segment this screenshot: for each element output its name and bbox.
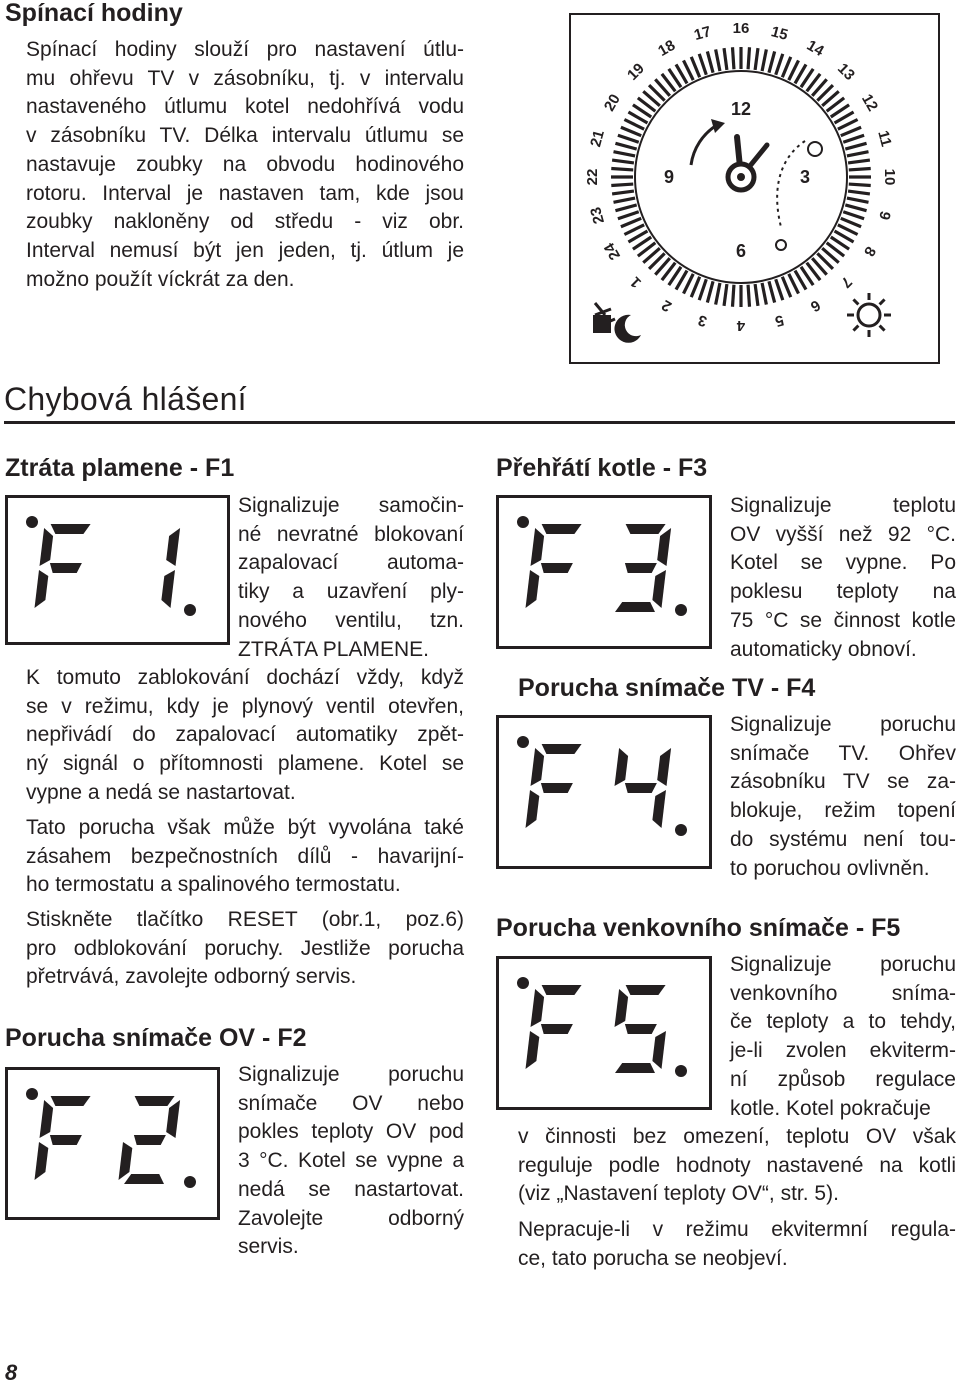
lcd-segment	[161, 570, 175, 608]
lcd-segment	[35, 570, 49, 608]
timer-text: Spínací hodiny slouží pro nastavení útlu- mu ohřevu TV v zásobníku, tj. v intervalu nastaveného útlumu kotel nedohřívá vodu v zásobníku TV. Délka intervalu útlumu se nastavuje zoubky na obvodu hodinového rotoru. Interval je nastaven tam, kde jsou zoubky nakloněny od středu - viz obr. Interval nemusí být jen jeden, tj. útlum je možno použít víckrát za den.	[26, 38, 464, 291]
f4-title: Porucha snímače TV - F4	[518, 674, 816, 702]
dial-tooth[interactable]	[716, 283, 720, 305]
dial-face-label: 6	[735, 241, 747, 261]
dial-tooth[interactable]	[776, 54, 783, 75]
page-number: 8	[5, 1360, 18, 1385]
dial-tooth[interactable]	[769, 281, 775, 302]
lcd-code-5	[517, 977, 687, 1077]
dial-hour-label: 9	[875, 209, 894, 222]
dial-tooth[interactable]	[732, 47, 733, 69]
dial-center-pin	[737, 173, 745, 181]
dial-tooth[interactable]	[621, 127, 641, 135]
dial-tooth[interactable]	[776, 279, 783, 300]
timer-dial[interactable]	[571, 15, 938, 362]
f1-para-1: K tomuto zablokování dochází vždy, když se v režimu, kdy je plynový ventil otevřen, nepřivádí do zapalovací automatiky zpět- ný signál o přítomnosti plamene. Kotel se vypne a nedá se nastartovat.	[26, 666, 464, 804]
lcd-segment	[134, 1135, 166, 1145]
lcd-segment	[541, 1024, 573, 1034]
dial-tooth[interactable]	[691, 57, 699, 77]
dial-tooth[interactable]	[724, 284, 727, 306]
lcd-segment	[166, 1100, 180, 1138]
dial-hour-label: 10	[881, 168, 898, 186]
lcd-indicator-dot	[26, 1088, 38, 1100]
dial-tooth[interactable]	[615, 205, 636, 211]
dial-tooth[interactable]	[707, 281, 713, 302]
f3-display	[496, 495, 712, 649]
lcd-segment	[542, 744, 582, 754]
lcd-segment	[526, 570, 540, 608]
dial-tooth[interactable]	[848, 191, 870, 194]
dial-hour-label: 3	[696, 311, 709, 330]
f5-side-text: Signalizuje poruchu venkovního sníma- če teploty a to tehdy, je-li zvolen ekviterm- ní způsob regulace kotle. Kotel pokračuje	[730, 953, 956, 1120]
dial-hour-label: 5	[773, 311, 786, 330]
dial-hour-label: 20	[600, 91, 624, 115]
dial-tooth[interactable]	[848, 160, 870, 163]
f1-display	[5, 495, 230, 645]
lcd-segment	[51, 524, 91, 534]
lcd-segment	[541, 563, 573, 573]
dial-face-label: 12	[730, 99, 752, 119]
dial-tooth[interactable]	[748, 47, 749, 69]
lcd-segment	[166, 528, 180, 566]
dial-tooth[interactable]	[849, 168, 871, 169]
dial-tooth[interactable]	[762, 283, 766, 305]
dial-tooth[interactable]	[612, 160, 634, 163]
lcd-indicator-dot	[26, 516, 38, 528]
lcd-indicator-dot	[517, 977, 529, 989]
dial-hour-label: 4	[736, 317, 746, 334]
dial-tooth[interactable]	[613, 198, 635, 202]
f1-side-text: Signalizuje samočin- né nevratné blokovaní zapalovací automa- tiky a uzavření ply- nového ventilu, tzn. ZTRÁTA PLAMENE.	[238, 494, 464, 661]
dial-tooth[interactable]	[748, 285, 749, 307]
dial-tooth[interactable]	[843, 135, 864, 142]
dial-hour-label: 19	[624, 60, 648, 84]
f3-side-text: Signalizuje teplotu OV vyšší než 92 °C. Kotel se vypne. Po poklesu teploty na 75 °C se činnost kotle automaticky obnoví.	[730, 494, 956, 661]
dial-hour-label: 24	[600, 239, 624, 263]
dial-tooth[interactable]	[847, 152, 869, 156]
f5-continued-text: v činnosti bez omezení, teplotu OV však reguluje podle hodnoty nastavené na kotli (viz „Nastavení teploty OV“, str. 5).	[518, 1125, 956, 1206]
lcd-segment	[615, 602, 655, 612]
dial-hour-label: 8	[860, 243, 880, 260]
dial-face-label: 9	[663, 167, 675, 187]
dial-hour-label: 23	[587, 205, 608, 226]
sun-icon	[847, 293, 891, 337]
lcd-segment	[657, 528, 671, 566]
lcd-segment	[626, 985, 666, 995]
dial-rotation-arrow	[691, 125, 717, 165]
dial-moon-switch-icon[interactable]	[808, 142, 822, 156]
dial-tooth[interactable]	[611, 168, 633, 169]
lcd-segment	[652, 790, 666, 828]
dial-tooth[interactable]	[849, 184, 871, 185]
lcd-code-1	[26, 516, 196, 616]
lcd-segment	[652, 1031, 666, 1069]
lcd-segment	[625, 1024, 657, 1034]
dial-tooth[interactable]	[618, 135, 639, 142]
lcd-decimal-dot	[675, 1065, 687, 1077]
f1-para-2: Tato porucha však může být vyvolána také zásahem bezpečnostních dílů - havarijní- ho termostatu a spalinového termostatu.	[26, 816, 464, 897]
lcd-indicator-dot	[517, 736, 529, 748]
dial-tooth[interactable]	[699, 279, 706, 300]
lcd-segment	[51, 1096, 91, 1106]
lcd-segment	[531, 989, 545, 1027]
dial-sun-switch-icon[interactable]	[776, 240, 786, 250]
dial-tooth[interactable]	[847, 198, 869, 202]
lcd-segment	[542, 524, 582, 534]
dial-tooth[interactable]	[845, 205, 866, 211]
dial-tooth[interactable]	[755, 284, 758, 306]
dial-tooth[interactable]	[845, 143, 866, 149]
dial-tooth[interactable]	[762, 49, 766, 71]
dial-tooth[interactable]	[615, 143, 636, 149]
dial-tooth[interactable]	[841, 218, 861, 226]
lcd-segment	[40, 528, 54, 566]
dial-hour-label: 13	[834, 60, 858, 84]
lcd-segment	[652, 570, 666, 608]
dial-hour-label: 21	[587, 128, 608, 149]
lcd-code-2	[26, 1088, 196, 1188]
section-divider	[4, 421, 955, 424]
lcd-segment	[50, 1135, 82, 1145]
dial-tooth[interactable]	[782, 57, 790, 77]
dial-tooth[interactable]	[724, 48, 727, 70]
f5-display	[496, 956, 712, 1110]
lcd-segment	[531, 748, 545, 786]
dial-tooth[interactable]	[782, 277, 790, 297]
tap-body-icon	[593, 315, 611, 333]
dial-tooth[interactable]	[612, 191, 634, 194]
dial-tooth[interactable]	[769, 51, 775, 72]
lcd-code-4	[517, 736, 687, 836]
dial-arrow-head	[711, 119, 725, 133]
f4-side-text: Signalizuje poruchu snímače TV. Ohřev zásobníku TV se za- blokuje, režim topení do systému není tou- to poruchou ovlivněn.	[730, 713, 956, 880]
lcd-segment	[119, 1142, 133, 1180]
dial-hour-label: 17	[692, 23, 713, 44]
dial-tooth[interactable]	[691, 277, 699, 297]
dial-hour-label: 6	[807, 296, 824, 316]
f1-title: Ztráta plamene - F1	[5, 454, 235, 482]
f2-display	[5, 1067, 220, 1220]
lcd-segment	[135, 1096, 175, 1106]
dial-tooth[interactable]	[843, 212, 864, 219]
lcd-decimal-dot	[184, 1176, 196, 1188]
dial-tooth[interactable]	[611, 184, 633, 185]
timer-dial-figure	[569, 13, 940, 364]
errors-title: Chybová hlášení	[4, 381, 247, 417]
lcd-decimal-dot	[184, 604, 196, 616]
lcd-segment	[615, 748, 629, 786]
dial-hour-label: 11	[874, 128, 895, 149]
lcd-segment	[657, 748, 671, 786]
dial-hour-label: 18	[655, 36, 679, 60]
dial-tooth[interactable]	[618, 212, 639, 219]
lcd-segment	[615, 989, 629, 1027]
dial-tooth[interactable]	[707, 51, 713, 72]
dial-hour-label: 12	[858, 91, 882, 115]
lcd-segment	[626, 524, 666, 534]
dial-tooth[interactable]	[613, 152, 635, 156]
f1-para-3: Stiskněte tlačítko RESET (obr.1, poz.6) pro odblokování poruchy. Jestliže porucha přetrvává, zavolejte odborný servis.	[26, 908, 464, 989]
lcd-segment	[50, 563, 82, 573]
lcd-segment	[615, 1063, 655, 1073]
f5-title: Porucha venkovního snímače - F5	[496, 914, 901, 942]
lcd-segment	[124, 1174, 164, 1184]
lcd-segment	[541, 783, 573, 793]
lcd-segment	[40, 1100, 54, 1138]
dial-tooth[interactable]	[755, 48, 758, 70]
lcd-segment	[35, 1142, 49, 1180]
f5-note: Nepracuje-li v režimu ekvitermní regula- ce, tato porucha se neobjeví.	[518, 1218, 956, 1270]
lcd-segment	[531, 528, 545, 566]
f2-side-text: Signalizuje poruchu snímače OV nebo pokles teploty OV pod 3 °C. Kotel se vypne a nedá se nastartovat. Zavolejte odborný servis.	[238, 1063, 464, 1259]
lcd-segment	[625, 563, 657, 573]
lcd-code-3	[517, 516, 687, 616]
lcd-indicator-dot	[517, 516, 529, 528]
f4-display	[496, 715, 712, 869]
dial-tooth[interactable]	[732, 285, 733, 307]
dial-hour-label: 15	[769, 23, 790, 44]
dial-hour-label: 16	[732, 20, 750, 37]
lcd-decimal-dot	[675, 604, 687, 616]
lcd-segment	[625, 783, 657, 793]
section-title-timer: Spínací hodiny	[5, 0, 183, 27]
lcd-segment	[526, 1031, 540, 1069]
lcd-segment	[526, 790, 540, 828]
lcd-decimal-dot	[675, 824, 687, 836]
dial-tooth[interactable]	[699, 54, 706, 75]
dial-hour-label: 22	[584, 168, 601, 186]
lcd-segment	[542, 985, 582, 995]
f3-title: Přehřátí kotle - F3	[496, 454, 708, 482]
dial-tooth[interactable]	[716, 49, 720, 71]
f2-title: Porucha snímače OV - F2	[5, 1024, 307, 1052]
dial-hour-label: 7	[837, 273, 856, 291]
dial-hour-label: 1	[626, 273, 645, 291]
dial-tooth[interactable]	[621, 218, 641, 226]
dial-hour-label: 14	[803, 36, 827, 60]
dial-tooth[interactable]	[841, 127, 861, 135]
moon-icon	[614, 315, 641, 343]
dial-hour-label: 2	[658, 296, 675, 316]
dial-face-label: 3	[799, 167, 811, 187]
